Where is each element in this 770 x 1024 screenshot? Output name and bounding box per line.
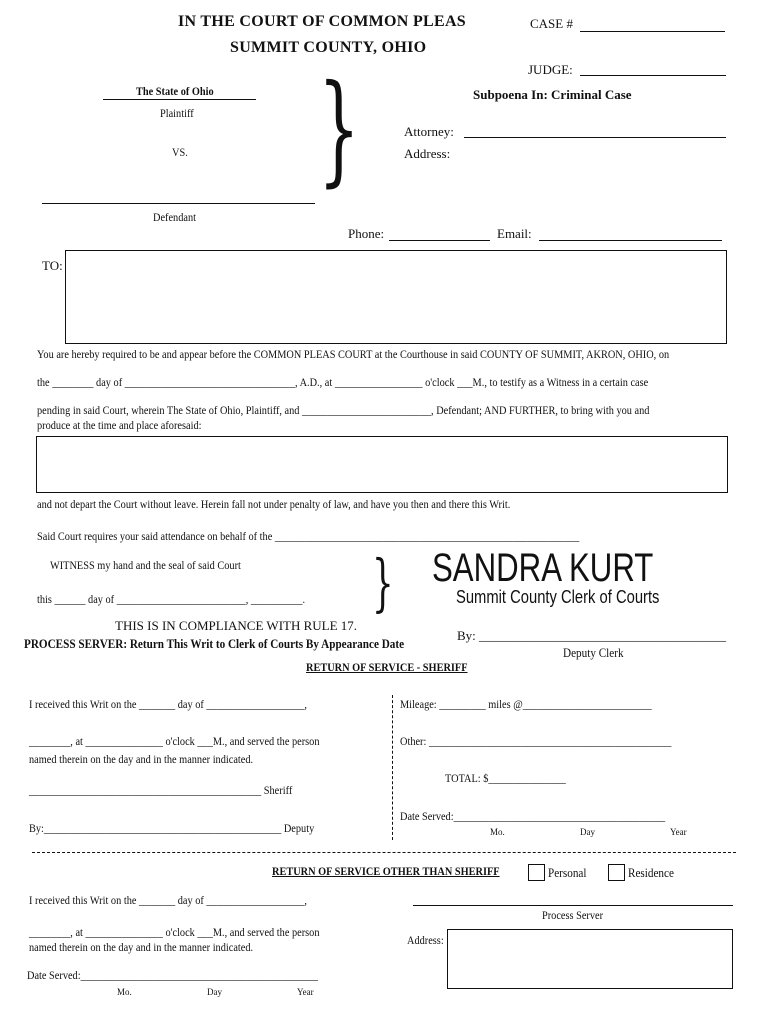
judge-field[interactable] [580, 75, 726, 76]
phone-field[interactable] [389, 240, 490, 241]
process-server-signature-field[interactable] [413, 905, 733, 906]
process-server-address-box[interactable] [447, 929, 733, 989]
attorney-field[interactable] [464, 137, 726, 138]
versus-label: VS. [172, 145, 188, 159]
other-day-label: Day [207, 987, 222, 997]
sheriff-deputy-line: By:______________________________________________ Deputy [29, 821, 315, 835]
clerk-title: Summit County Clerk of Courts [456, 587, 660, 607]
produce-items-box[interactable] [36, 436, 728, 493]
rule-compliance: THIS IS IN COMPLIANCE WITH RULE 17. [115, 618, 358, 633]
case-number-field[interactable] [580, 31, 725, 32]
subpoena-type: Subpoena In: Criminal Case [473, 87, 632, 102]
sheriff-signature-line: _____________________________________________ Sheriff [29, 783, 293, 797]
other-month-label: Mo. [117, 987, 132, 997]
address-label: Address: [404, 146, 451, 161]
court-title-line2: SUMMIT COUNTY, OHIO [230, 39, 427, 56]
case-number-label: CASE # [530, 16, 573, 31]
process-server-address-label: Address: [407, 933, 444, 947]
process-server-instruction: PROCESS SERVER: Return This Writ to Clerk of Courts By Appearance Date [24, 636, 405, 651]
plaintiff-underline [103, 99, 256, 100]
this-day-line: this ______ day of _________________________, __________. [37, 592, 306, 606]
other-at-line: ________, at _______________ o'clock ___M., and served the person [29, 925, 320, 939]
sheriff-date-served: Date Served:_________________________________________ [400, 809, 666, 823]
clerk-by-line: By: ______________________________________ [457, 628, 727, 643]
email-label: Email: [497, 226, 532, 241]
defendant-label: Defendant [153, 210, 196, 224]
process-server-label: Process Server [542, 908, 604, 922]
attorney-label: Attorney: [404, 124, 454, 139]
other-date-served: Date Served:______________________________________________ [27, 968, 318, 982]
other-year-label: Year [297, 987, 314, 997]
plaintiff-name: The State of Ohio [136, 84, 214, 98]
other-received-line: I received this Writ on the _______ day of ___________________, [29, 893, 307, 907]
section-divider [32, 852, 736, 853]
party-brace: } [318, 60, 360, 199]
body-line-5: and not depart the Court without leave. Herein fall not under penalty of law, and have you then and there this Writ. [37, 497, 511, 511]
body-line-6: Said Court requires your said attendance on behalf of the ___________________________________________________________ [37, 529, 580, 543]
clerk-name: SANDRA KURT [432, 546, 654, 590]
sheriff-received-line: I received this Writ on the _______ day of ___________________, [29, 697, 307, 711]
personal-checkbox[interactable] [528, 864, 545, 881]
court-title-line1: IN THE COURT OF COMMON PLEAS [178, 13, 467, 30]
body-line-4: produce at the time and place aforesaid: [37, 418, 202, 432]
to-label: TO: [42, 258, 63, 273]
sheriff-column-divider [392, 695, 393, 840]
judge-label: JUDGE: [528, 62, 573, 77]
to-recipient-box[interactable] [65, 250, 727, 344]
other-line: Other: _______________________________________________ [400, 734, 672, 748]
sheriff-day-label: Day [580, 827, 595, 837]
total-line: TOTAL: $_______________ [445, 771, 566, 785]
plaintiff-label: Plaintiff [160, 106, 194, 120]
sheriff-named-line: named therein on the day and in the manner indicated. [29, 752, 254, 766]
residence-label: Residence [628, 865, 674, 880]
body-line-1: You are hereby required to be and appear before the COMMON PLEAS COURT at the Courthouse in said COUNTY OF SUMMIT, AKRON, OHIO, on [37, 347, 670, 361]
other-named-line: named therein on the day and in the manner indicated. [29, 940, 254, 954]
defendant-field[interactable] [42, 203, 315, 204]
mileage-line: Mileage: _________ miles @_________________________ [400, 697, 652, 711]
sheriff-at-line: ________, at _______________ o'clock ___M., and served the person [29, 734, 320, 748]
sheriff-return-heading: RETURN OF SERVICE - SHERIFF [306, 660, 468, 674]
deputy-clerk-label: Deputy Clerk [563, 645, 624, 660]
email-field[interactable] [539, 240, 722, 241]
phone-label: Phone: [348, 226, 385, 241]
personal-label: Personal [548, 865, 587, 880]
other-return-heading: RETURN OF SERVICE OTHER THAN SHERIFF [272, 864, 500, 878]
sheriff-month-label: Mo. [490, 827, 505, 837]
body-line-3: pending in said Court, wherein The State of Ohio, Plaintiff, and _________________________, Defendant; AND FURTHER, to bring with you and [37, 403, 650, 417]
witness-line: WITNESS my hand and the seal of said Court [50, 558, 241, 572]
residence-checkbox[interactable] [608, 864, 625, 881]
sheriff-year-label: Year [670, 827, 687, 837]
body-line-2: the ________ day of _________________________________, A.D., at _________________ o'clock ___M., to testify as a Witness in a certain case [37, 375, 649, 389]
seal-brace: } [372, 546, 394, 619]
